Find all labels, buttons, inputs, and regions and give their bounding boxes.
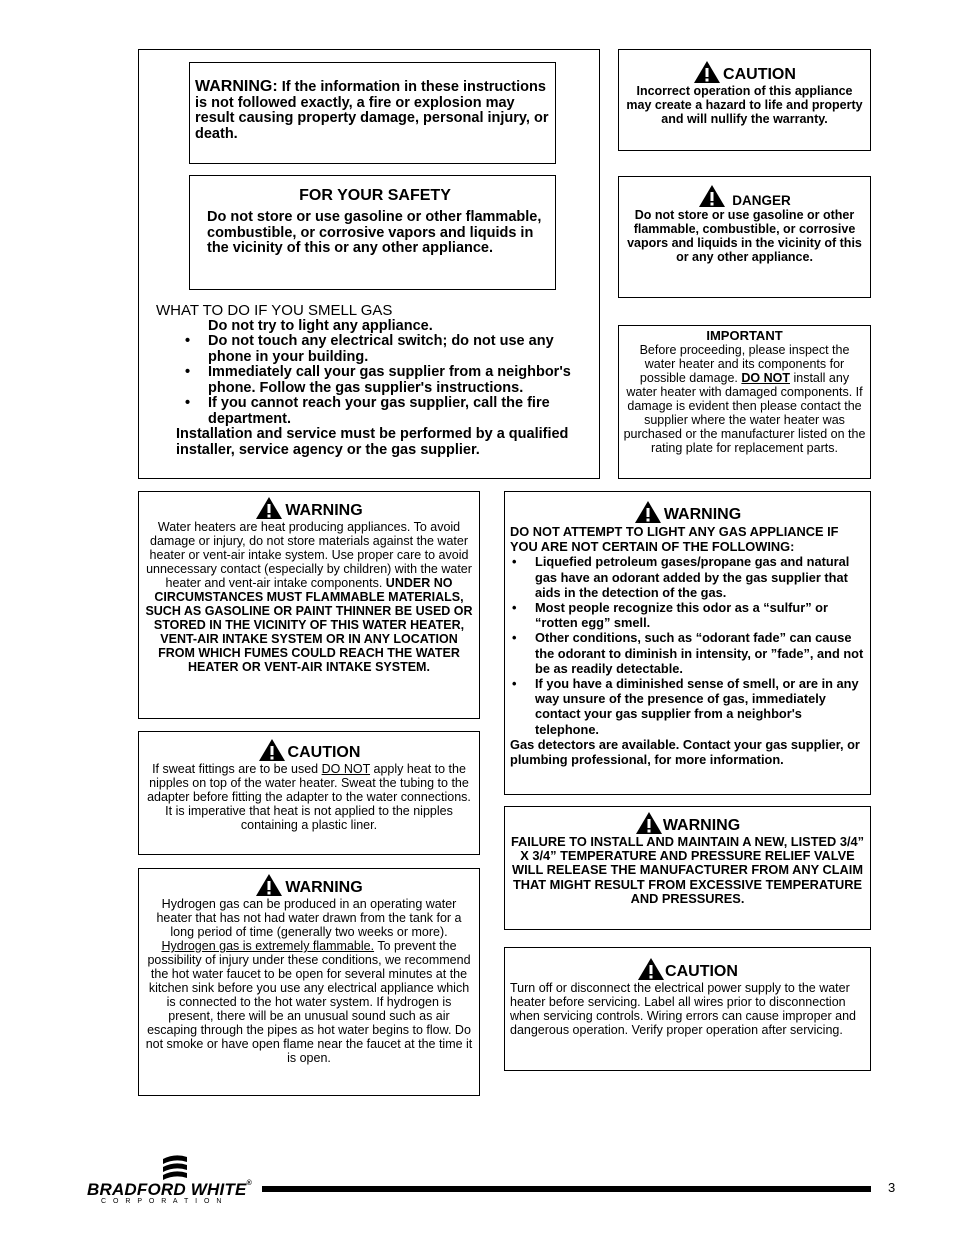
smell-gas-section (156, 303, 596, 458)
safety-box (189, 175, 556, 290)
smell-gas-title: WHAT TO DO IF YOU SMELL GAS (156, 302, 393, 319)
brand-name (87, 1180, 252, 1200)
warning-heat-header (143, 496, 475, 520)
danger-header (624, 184, 865, 208)
warning-hydrogen-title: WARNING (285, 879, 363, 896)
warning-hydrogen-after: To prevent the possibility of injury under these conditions, we recommend the hot water faucet to be open for several minutes at the kitchen sink before you use any electrical appliance which is connected to the hot water system. If hydrogen is present, there will be an unusual sound such as air escaping through the pipes as hot water begins to flow. Do not smoke or have open flame near the faucet at the time it is open. (145, 939, 473, 1065)
important-text-before: Before proceeding, please inspect the water heater and its components for possible damage. (639, 343, 850, 385)
danger-box (618, 176, 871, 298)
caution-sweat-header (143, 738, 475, 762)
important-text (623, 343, 866, 455)
smell-gas-list (156, 334, 596, 427)
caution-top-title: CAUTION (723, 66, 796, 83)
list-item: • If you cannot reach your gas supplier, call the fire department. (183, 396, 596, 427)
warning-heat-bold: UNDER NO CIRCUMSTANCES MUST FLAMMABLE MATERIALS, SUCH AS GASOLINE OR PAINT THINNER BE USED OR STORED IN THE VICINITY OF THIS WATER HEATER, VENT-AIR INTAKE SYSTEM OR IN ANY LOCATION FROM WHICH FUMES COULD REACH THE WATER HEATER OR VENT-AIR INTAKE SYSTEM. (145, 576, 473, 674)
safety-title: FOR YOUR SAFETY (299, 187, 451, 204)
main-safety-box (138, 49, 600, 479)
warning-relief-text: FAILURE TO INSTALL AND MAINTAIN A NEW, LISTED 3/4” X 3/4” TEMPERATURE AND PRESSURE RELIEF VALVE WILL RELEASE THE MANUFACTURER FROM ANY CLAIM THAT MIGHT RESULT FROM EXCESSIVE TEMPERATURE AND PRESSURES. (510, 834, 865, 906)
caution-sweat-emphasis: DO NOT (321, 762, 371, 776)
brand-sub: C O R P O R A T I O N (101, 1198, 224, 1205)
warning-triangle-icon (255, 873, 283, 897)
important-box (618, 325, 871, 479)
warning-box (189, 62, 556, 164)
danger-text: Do not store or use gasoline or other flammable, combustible, or corrosive vapors and liquids in the vicinity of this or any other appliance. (627, 208, 862, 264)
warning-hydrogen-before: Hydrogen gas can be produced in an operating water heater that has not had water drawn from the tank for a long period of time (generally two weeks or more). (156, 897, 462, 939)
important-text-after: install any water heater with damaged components. If damage is evident then please contact the supplier where the water heater was purchased or the manufacturer listed on the rating plate for replacement parts. (623, 371, 866, 455)
warning-heat-normal: Water heaters are heat producing appliances. To avoid damage or injury, do not store materials against the water heater or vent-air intake system. Use proper care to avoid unnecessary contact (especially by children) with the water heater and vent-air intake components. (146, 520, 472, 590)
caution-sweat-title: CAUTION (287, 744, 361, 761)
caution-power-header (510, 957, 865, 981)
list-item: • Liquefied petroleum gases/propane gas and natural gas have an odorant added by the gas supplier that aids in the detection of the gas. (510, 554, 865, 600)
warning-gas-header (510, 500, 865, 524)
warning-relief-header (510, 811, 865, 835)
warning-triangle-icon (255, 496, 283, 520)
warning-relief-box (504, 806, 871, 930)
bradford-white-logo-icon (159, 1153, 191, 1183)
warning-heat-title: WARNING (285, 502, 363, 519)
footer-rule (262, 1186, 871, 1192)
warning-triangle-icon (258, 738, 286, 762)
caution-top-box (618, 49, 871, 151)
brand-text: BRADFORD WHITE (87, 1180, 247, 1199)
warning-label: WARNING: (195, 78, 278, 95)
list-item: • If you have a diminished sense of smell, or are in any way unsure of the presence of gas, immediately contact your gas supplier from a neighbor's telephone. (510, 676, 865, 737)
warning-gas-footer: Gas detectors are available. Contact your gas supplier, or plumbing professional, for more information. (510, 736, 860, 768)
warning-gas-title: WARNING (663, 506, 742, 523)
warning-triangle-icon (693, 60, 721, 84)
smell-gas-footer: Installation and service must be performed by a qualified installer, service agency or the gas supplier. (176, 426, 569, 458)
warning-gas-box (504, 491, 871, 795)
warning-gas-intro: DO NOT ATTEMPT TO LIGHT ANY GAS APPLIANCE IF YOU ARE NOT CERTAIN OF THE FOLLOWING: (510, 524, 839, 555)
caution-power-text: Turn off or disconnect the electrical power supply to the water heater before servicing. Label all wires prior to disconnection when servicing controls. Wiring errors can cause improper and dangerous operation. Verify proper operation after servicing. (510, 981, 856, 1037)
list-item: • Immediately call your gas supplier from a neighbor's phone. Follow the gas supplier's instructions. (183, 365, 596, 396)
warning-hydrogen-text (143, 897, 475, 1065)
footer-logo (87, 1153, 262, 1209)
caution-sweat-after: apply heat to the nipples on top of the water heater. Sweat the tubing to the adapter before fitting the adapter to the water connections. It is imperative that heat is not applied to the nipples containing a plastic liner. (147, 762, 471, 832)
caution-power-box (504, 947, 871, 1071)
list-item: • Most people recognize this odor as a “sulfur” or “rotten egg” smell. (510, 600, 865, 630)
warning-gas-content (510, 524, 865, 767)
warning-heat-text (143, 520, 475, 674)
danger-title: DANGER (732, 193, 791, 208)
warning-relief-title: WARNING (662, 817, 741, 834)
list-item: • Other conditions, such as “odorant fade” can cause the odorant to diminish in intensity, or ”fade”, and not be as readily detectable. (510, 630, 865, 676)
warning-text: If the information in these instructions is not followed exactly, a fire or explosion may result causing property damage, personal injury, or death. (195, 79, 549, 142)
important-title: IMPORTANT (706, 328, 783, 343)
caution-top-header (625, 60, 864, 84)
brand-trademark: ® (246, 1180, 252, 1187)
warning-heat-box (138, 491, 480, 719)
smell-gas-intro: Do not try to light any appliance. (208, 317, 433, 334)
important-emphasis: DO NOT (741, 371, 790, 385)
caution-power-title: CAUTION (665, 963, 738, 980)
warning-triangle-icon (698, 184, 726, 208)
warning-hydrogen-emphasis: Hydrogen gas is extremely flammable. (161, 939, 375, 953)
list-item: • Do not touch any electrical switch; do not use any phone in your building. (183, 334, 596, 365)
caution-sweat-text (143, 762, 475, 832)
page-number: 3 (888, 1180, 896, 1195)
warning-triangle-icon (637, 957, 665, 981)
warning-hydrogen-box (138, 868, 480, 1096)
safety-text: Do not store or use gasoline or other flammable, combustible, or corrosive vapors and liquids in the vicinity of this or any other appliance. (207, 209, 542, 256)
caution-sweat-before: If sweat fittings are to be used (152, 762, 319, 776)
caution-top-text: Incorrect operation of this appliance may create a hazard to life and property and will nullify the warranty. (626, 84, 863, 126)
warning-triangle-icon (635, 811, 663, 835)
warning-hydrogen-header (143, 873, 475, 897)
caution-sweat-box (138, 731, 480, 855)
warning-gas-list (510, 554, 865, 736)
warning-triangle-icon (634, 500, 662, 524)
